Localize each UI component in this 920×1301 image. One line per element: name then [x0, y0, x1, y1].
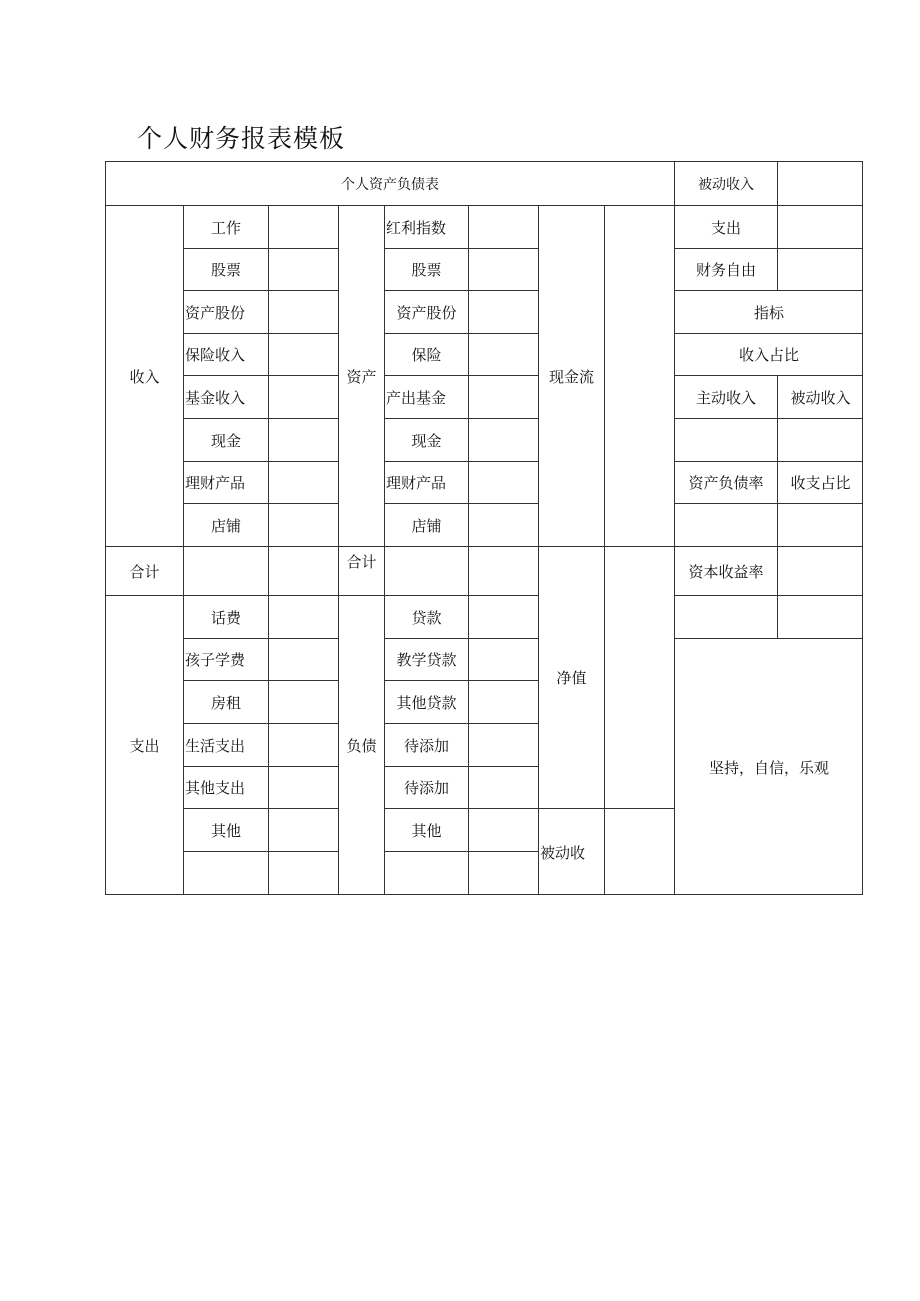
liability-value[interactable]	[468, 808, 538, 851]
income-ratio-heading: 收入占比	[674, 333, 863, 375]
expense-value[interactable]	[268, 595, 338, 638]
expenses-label: 支出	[105, 595, 183, 895]
asset-item: 资产股份	[384, 290, 468, 333]
income-value[interactable]	[268, 461, 338, 503]
asset-value[interactable]	[468, 205, 538, 248]
net-value-label: 净值	[538, 546, 604, 808]
financial-freedom-value[interactable]	[777, 248, 863, 290]
liability-item: 待添加	[384, 766, 468, 808]
assets-label: 资产	[338, 205, 384, 546]
liability-item: 教学贷款	[384, 638, 468, 680]
asset-item: 产出基金	[384, 375, 468, 418]
income-item: 理财产品	[183, 461, 268, 503]
income-total-value[interactable]	[183, 546, 268, 595]
asset-item: 红利指数	[384, 205, 468, 248]
income-total-value-2[interactable]	[268, 546, 338, 595]
income-expense-ratio-value[interactable]	[777, 503, 863, 546]
financial-statement-table	[105, 161, 863, 895]
asset-value[interactable]	[468, 375, 538, 418]
asset-item: 股票	[384, 248, 468, 290]
liability-item: 贷款	[384, 595, 468, 638]
expense-item: 其他支出	[183, 766, 268, 808]
asset-item: 保险	[384, 333, 468, 375]
liability-item: 待添加	[384, 723, 468, 766]
liability-value[interactable]	[468, 851, 538, 895]
liability-item: 其他	[384, 808, 468, 851]
income-value[interactable]	[268, 290, 338, 333]
income-item: 基金收入	[183, 375, 268, 418]
active-income-value[interactable]	[674, 418, 777, 461]
motto: 坚持，自信，乐观	[674, 638, 863, 895]
income-expense-ratio-label: 收支占比	[777, 461, 863, 503]
liability-item-blank[interactable]	[384, 851, 468, 895]
financial-freedom-label: 财务自由	[674, 248, 777, 290]
asset-value[interactable]	[468, 461, 538, 503]
income-value[interactable]	[268, 205, 338, 248]
debt-ratio-label: 资产负债率	[674, 461, 777, 503]
expense-value[interactable]	[268, 638, 338, 680]
expense-item: 生活支出	[183, 723, 268, 766]
income-value[interactable]	[268, 503, 338, 546]
income-item: 店铺	[183, 503, 268, 546]
income-label: 收入	[105, 205, 183, 546]
liability-value[interactable]	[468, 723, 538, 766]
liability-value[interactable]	[468, 638, 538, 680]
expense-value[interactable]	[268, 723, 338, 766]
net-value-value[interactable]	[604, 546, 674, 808]
header-passive-income-value[interactable]	[777, 161, 863, 205]
passive-income-label: 被动收入	[777, 375, 863, 418]
asset-item: 现金	[384, 418, 468, 461]
liability-value[interactable]	[468, 680, 538, 723]
income-item: 资产股份	[183, 290, 268, 333]
income-total-label: 合计	[105, 546, 183, 595]
liabilities-label: 负债	[338, 595, 384, 895]
expense-value[interactable]	[268, 851, 338, 895]
asset-value[interactable]	[468, 418, 538, 461]
income-item: 股票	[183, 248, 268, 290]
table-header: 个人资产负债表	[105, 161, 674, 205]
liability-item: 其他贷款	[384, 680, 468, 723]
return-on-capital-value[interactable]	[777, 546, 863, 595]
income-value[interactable]	[268, 375, 338, 418]
return-on-capital-label: 资本收益率	[674, 546, 777, 595]
assets-total-value-2[interactable]	[468, 546, 538, 595]
expense-item: 其他	[183, 808, 268, 851]
assets-total-label: 合计	[338, 546, 384, 595]
expense-item: 房租	[183, 680, 268, 723]
expense-item: 话费	[183, 595, 268, 638]
cashflow-label: 现金流	[538, 205, 604, 546]
asset-value[interactable]	[468, 503, 538, 546]
liability-value[interactable]	[468, 595, 538, 638]
passive-receipt-value[interactable]	[604, 808, 674, 895]
right-blank[interactable]	[777, 595, 863, 638]
passive-income-value[interactable]	[777, 418, 863, 461]
active-income-label: 主动收入	[674, 375, 777, 418]
income-value[interactable]	[268, 418, 338, 461]
income-item: 现金	[183, 418, 268, 461]
assets-total-value[interactable]	[384, 546, 468, 595]
income-value[interactable]	[268, 248, 338, 290]
asset-item: 理财产品	[384, 461, 468, 503]
header-passive-income: 被动收入	[674, 161, 777, 205]
indicators-heading: 指标	[674, 290, 863, 333]
passive-receipt-label: 被动收	[538, 808, 604, 895]
expense-item: 孩子学费	[183, 638, 268, 680]
income-item: 保险收入	[183, 333, 268, 375]
debt-ratio-value[interactable]	[674, 503, 777, 546]
liability-value[interactable]	[468, 766, 538, 808]
asset-item: 店铺	[384, 503, 468, 546]
right-expense-label: 支出	[674, 205, 777, 248]
right-blank[interactable]	[674, 595, 777, 638]
asset-value[interactable]	[468, 290, 538, 333]
income-value[interactable]	[268, 333, 338, 375]
income-item: 工作	[183, 205, 268, 248]
right-expense-value[interactable]	[777, 205, 863, 248]
expense-value[interactable]	[268, 808, 338, 851]
asset-value[interactable]	[468, 333, 538, 375]
page-title: 个人财务报表模板	[137, 124, 346, 153]
asset-value[interactable]	[468, 248, 538, 290]
expense-value[interactable]	[268, 766, 338, 808]
expense-value[interactable]	[268, 680, 338, 723]
cashflow-value[interactable]	[604, 205, 674, 546]
expense-item-blank[interactable]	[183, 851, 268, 895]
